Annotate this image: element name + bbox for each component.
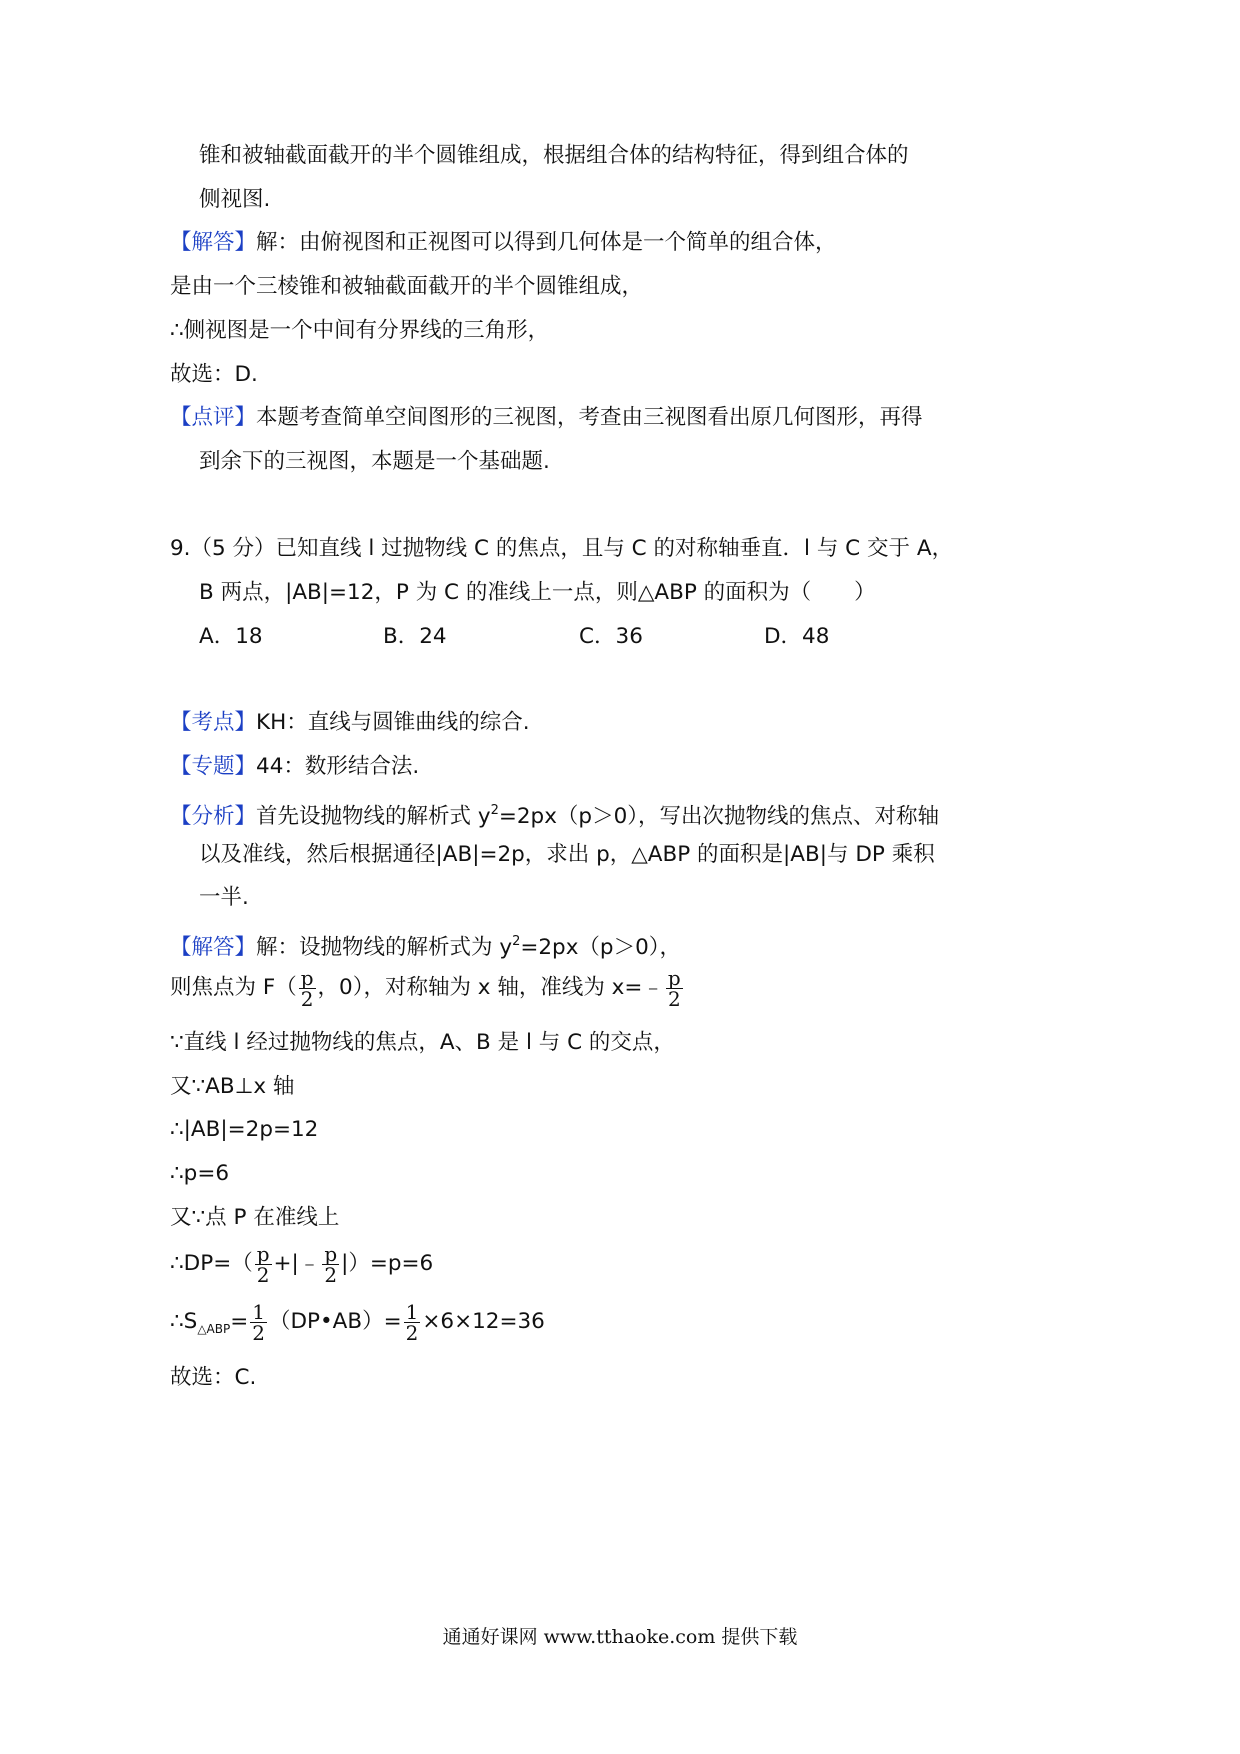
option-a: A．18 — [199, 624, 263, 649]
frac-numerator: 1 — [405, 1299, 419, 1324]
prev-review-line-1 — [170, 403, 923, 433]
step-line-4: ∴p=6 — [170, 1161, 230, 1186]
fraction-p-over-2 — [666, 965, 683, 1011]
dp-neg: ﹣ — [298, 1251, 321, 1276]
step-line-2: 又∵AB⊥x 轴 — [170, 1074, 295, 1099]
fenxi-tag: 【分析】 — [170, 804, 257, 829]
fenxi-line-3: 一半. — [199, 885, 249, 910]
fraction-one-half — [404, 1299, 421, 1345]
step-line-1: ∵直线 l 经过抛物线的焦点，A、B 是 l 与 C 的交点， — [170, 1030, 675, 1055]
fraction-p-over-2 — [322, 1241, 339, 1287]
prev-review-line-2: 到余下的三视图，本题是一个基础题. — [199, 449, 550, 474]
prev-answer-line-3: ∴侧视图是一个中间有分界线的三角形， — [170, 318, 550, 343]
zhuanti-text: 44：数形结合法. — [256, 754, 420, 779]
question-line-2: B 两点，|AB|=12，P 为 C 的准线上一点，则△ABP 的面积为（ ） — [199, 580, 876, 605]
fenxi-line-2: 以及准线，然后根据通径|AB|=2p，求出 p，△ABP 的面积是|AB|与 DP 乘积 — [199, 842, 935, 867]
page-footer: 通通好课网 www.tthaoke.com 提供下载 — [442, 1626, 798, 1648]
fenxi-line-1 — [170, 796, 939, 832]
fenxi-text-1a: 首先设抛物线的解析式 y — [256, 804, 491, 829]
fenxi-square: 2 — [490, 803, 499, 818]
jieda-line-1 — [170, 927, 681, 963]
fraction-p-over-2 — [299, 965, 316, 1011]
area-subscript: △ABP — [197, 1322, 231, 1336]
dp-text-b: +| — [273, 1251, 299, 1276]
fraction-p-over-2 — [255, 1241, 272, 1287]
prev-answer-line-4: 故选：D. — [170, 362, 258, 387]
option-c: C．36 — [579, 624, 643, 649]
option-b: B．24 — [383, 624, 447, 649]
jieda-text-1b: =2px（p＞0）， — [520, 935, 682, 960]
option-d: D．48 — [764, 624, 830, 649]
analysis-continuation-1: 锥和被轴截面截开的半个圆锥组成，根据组合体的结构特征，得到组合体的 — [199, 143, 909, 168]
fenxi-text-1b: =2px（p＞0），写出次抛物线的焦点、对称轴 — [498, 804, 940, 829]
kaodian-line — [170, 708, 530, 738]
frac-denominator: 2 — [405, 1320, 419, 1345]
area-text-c: ×6×12=36 — [422, 1309, 545, 1334]
review-tag: 【点评】 — [170, 405, 257, 430]
final-choice: 故选：C. — [170, 1365, 257, 1390]
zhuanti-line — [170, 752, 419, 782]
prev-answer-line-1 — [170, 228, 837, 258]
jieda-text-1a: 解：设抛物线的解析式为 y — [256, 935, 513, 960]
dp-line — [170, 1242, 433, 1286]
frac-denominator: 2 — [252, 1320, 265, 1345]
answer-tag: 【解答】 — [170, 230, 257, 255]
jieda-square: 2 — [512, 934, 521, 949]
focus-text-b: ，0），对称轴为 x 轴，准线为 x=﹣ — [317, 975, 664, 1000]
frac-denominator: 2 — [256, 1262, 270, 1287]
focus-line — [170, 966, 685, 1010]
area-line — [170, 1300, 545, 1351]
kaodian-tag: 【考点】 — [170, 710, 257, 735]
step-line-5: 又∵点 P 在准线上 — [170, 1205, 340, 1230]
area-text-a: ∴S — [170, 1309, 198, 1334]
area-text-b: （DP•AB）= — [268, 1309, 402, 1334]
kaodian-text: KH：直线与圆锥曲线的综合. — [256, 710, 530, 735]
prev-answer-line-2: 是由一个三棱锥和被轴截面截开的半个圆锥组成， — [170, 274, 644, 299]
frac-denominator: 2 — [324, 1262, 338, 1287]
area-equals: = — [230, 1309, 249, 1334]
frac-numerator: p — [256, 1241, 270, 1266]
prev-answer-text-1: 解：由俯视图和正视图可以得到几何体是一个简单的组合体， — [256, 230, 837, 255]
prev-review-text-1: 本题考查简单空间图形的三视图，考查由三视图看出原几何图形，再得 — [256, 405, 923, 430]
focus-text-a: 则焦点为 F（ — [170, 975, 297, 1000]
frac-numerator: p — [667, 965, 681, 990]
question-line-1: 9.（5 分）已知直线 l 过抛物线 C 的焦点，且与 C 的对称轴垂直．l 与 C 交于 A， — [170, 536, 954, 561]
jieda-tag: 【解答】 — [170, 935, 257, 960]
zhuanti-tag: 【专题】 — [170, 754, 257, 779]
analysis-continuation-2: 侧视图. — [199, 187, 271, 212]
dp-text-c: |）=p=6 — [341, 1251, 434, 1276]
frac-numerator: p — [300, 965, 314, 990]
frac-numerator: 1 — [252, 1299, 265, 1324]
frac-numerator: p — [324, 1241, 338, 1266]
dp-text-a: ∴DP=（ — [170, 1251, 253, 1276]
frac-denominator: 2 — [667, 986, 681, 1011]
step-line-3: ∴|AB|=2p=12 — [170, 1117, 319, 1142]
frac-denominator: 2 — [300, 986, 314, 1011]
fraction-one-half — [250, 1299, 267, 1345]
